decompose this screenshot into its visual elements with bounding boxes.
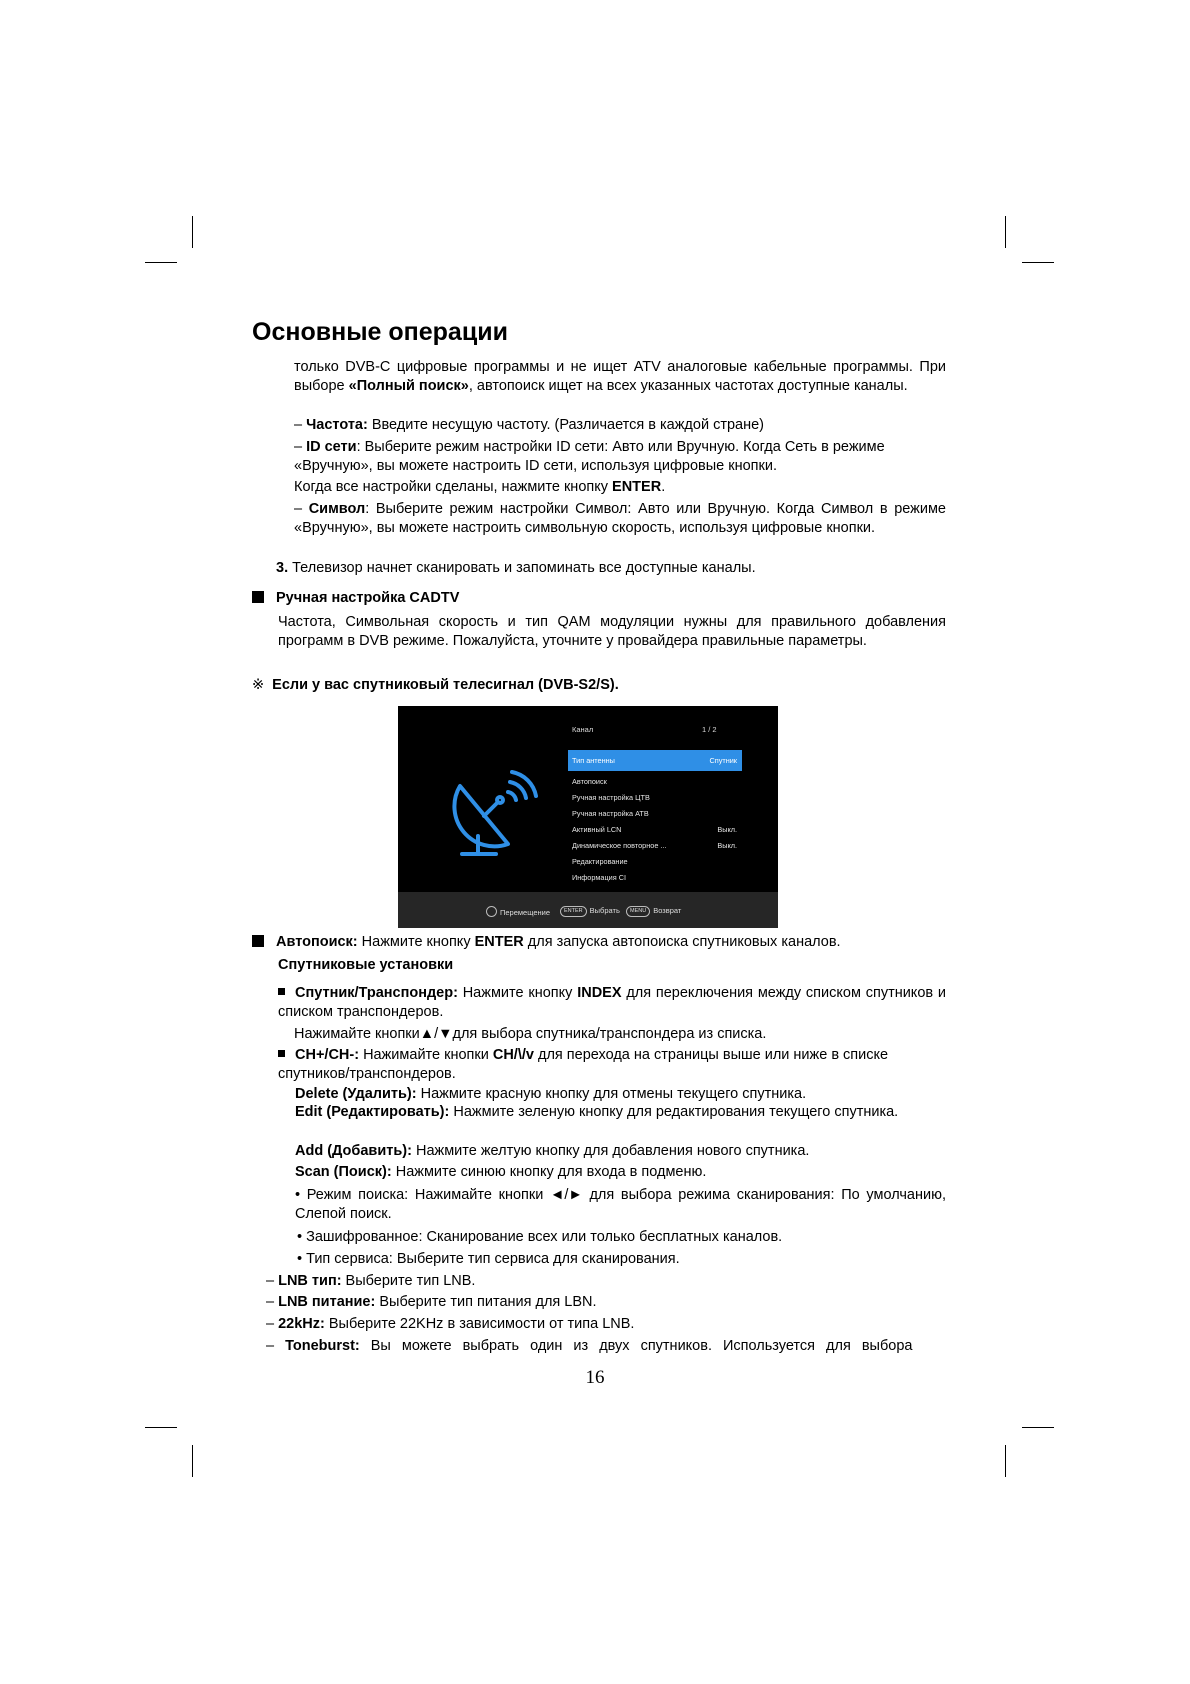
lnb-power-line: – LNB питание: Выберите тип питания для LBN. — [266, 1294, 597, 1310]
square-bullet-icon — [252, 591, 264, 603]
reference-mark-icon: ※ — [252, 677, 265, 693]
menu-item-ci-info[interactable]: Информация CI — [572, 873, 626, 882]
symbol-paragraph: – Символ: Выберите режим настройки Символ: Авто или Вручную. Когда Символ в режиме «Вручную», вы можете настроить символьную скорость, используя цифровые кнопки. — [294, 501, 946, 536]
satellite-note: ※ Если у вас спутниковый телесигнал (DVB-S2/S). — [252, 677, 619, 693]
arrows-line: Нажимайте кнопки▲/▼для выбора спутника/транспондера из списка. — [294, 1026, 767, 1042]
scan-line: Scan (Поиск): Нажмите синюю кнопку для входа в подменю. — [295, 1164, 707, 1180]
menu-title: Канал — [572, 725, 594, 734]
settings-done-line: Когда все настройки сделаны, нажмите кнопку ENTER. — [294, 479, 666, 495]
cadtv-paragraph: Частота, Символьная скорость и тип QAM модуляции нужны для правильного добавления программ в DVB режиме. Пожалуйста, уточните у провайдера правильные параметры. — [278, 614, 946, 649]
menu-item-active-lcn[interactable]: Активный LCN Выкл. — [572, 825, 737, 834]
menu-item-manual-dtv[interactable]: Ручная настройка ЦТВ — [572, 793, 650, 802]
autosearch-line: Автопоиск: Нажмите кнопку ENTER для запуска автопоиска спутниковых каналов. — [252, 933, 952, 952]
toneburst-line: – Toneburst: Вы можете выбрать один из двух спутников. Используется для выбора — [266, 1338, 913, 1354]
hint-select: ENTER Выбрать — [560, 906, 620, 917]
cadtv-heading: Ручная настройка CADTV — [252, 589, 952, 608]
crop-mark — [1022, 262, 1054, 263]
menu-hint-bar — [398, 892, 778, 928]
network-id-paragraph: – ID сети: Выберите режим настройки ID сети: Авто или Вручную. Когда Сеть в режиме «Вручную», вы можете настроить ID сети, используя цифровые кнопки. — [294, 439, 885, 474]
small-square-bullet-icon — [278, 988, 285, 995]
hint-move: Перемещение — [486, 906, 550, 917]
enter-key-icon: ENTER — [560, 906, 587, 917]
menu-item-antenna-type[interactable]: Тип антенны Спутник — [568, 750, 742, 771]
delete-line: Delete (Удалить): Нажмите красную кнопку для отмены текущего спутника. — [295, 1086, 807, 1102]
encrypted-line: • Зашифрованное: Сканирование всех или только бесплатных каналов. — [297, 1229, 783, 1245]
step-3: 3. Телевизор начнет сканировать и запоминать все доступные каналы. — [276, 560, 756, 576]
menu-key-icon: MENU — [626, 906, 650, 917]
search-mode-paragraph: • Режим поиска: Нажимайте кнопки ◄/► для выбора режима сканирования: По умолчанию, Слепой поиск. — [295, 1187, 946, 1222]
page-title: Основные операции — [252, 318, 508, 346]
navigation-icon — [486, 906, 497, 917]
small-square-bullet-icon — [278, 1050, 285, 1057]
satellite-dish-icon — [438, 756, 558, 876]
satellite-settings-heading: Спутниковые установки — [278, 957, 454, 973]
menu-page-indicator: 1 / 2 — [702, 725, 717, 734]
22khz-line: – 22kHz: Выберите 22KHz в зависимости от типа LNB. — [266, 1316, 635, 1332]
crop-mark — [1005, 216, 1006, 248]
intro-paragraph: только DVB-C цифровые программы и не ищет ATV аналоговые кабельные программы. При выборе «Полный поиск», автопоиск ищет на всех указанных частотах доступные каналы. — [294, 359, 946, 394]
frequency-line: – Частота: Введите несущую частоту. (Различается в каждой стране) — [294, 417, 765, 433]
add-line: Add (Добавить): Нажмите желтую кнопку для добавления нового спутника. — [295, 1143, 810, 1159]
crop-mark — [145, 262, 177, 263]
service-type-line: • Тип сервиса: Выберите тип сервиса для сканирования. — [297, 1251, 680, 1267]
square-bullet-icon — [252, 935, 264, 947]
crop-mark — [145, 1427, 177, 1428]
ch-paragraph: CH+/CH-: Нажимайте кнопки CH/\/v для перехода на страницы выше или ниже в списке спутников/транспондеров. — [278, 1047, 889, 1082]
menu-item-autosearch[interactable]: Автопоиск — [572, 777, 607, 786]
menu-item-edit[interactable]: Редактирование — [572, 857, 628, 866]
edit-paragraph: Edit (Редактировать): Нажмите зеленую кнопку для редактирования текущего спутника. — [295, 1104, 899, 1120]
hint-back: MENU Возврат — [626, 906, 681, 917]
menu-item-manual-atv[interactable]: Ручная настройка АТВ — [572, 809, 649, 818]
menu-item-dynamic-rescan[interactable]: Динамическое повторное ... Выкл. — [572, 841, 737, 850]
lnb-type-line: – LNB тип: Выберите тип LNB. — [266, 1273, 476, 1289]
page-number: 16 — [585, 1367, 605, 1388]
crop-mark — [192, 216, 193, 248]
crop-mark — [1022, 1427, 1054, 1428]
crop-mark — [192, 1445, 193, 1477]
satellite-transponder-paragraph: Спутник/Транспондер: Нажмите кнопку INDEX для переключения между списком спутников и списком транспондеров. — [278, 985, 946, 1020]
tv-menu-screenshot — [398, 706, 778, 928]
crop-mark — [1005, 1445, 1006, 1477]
